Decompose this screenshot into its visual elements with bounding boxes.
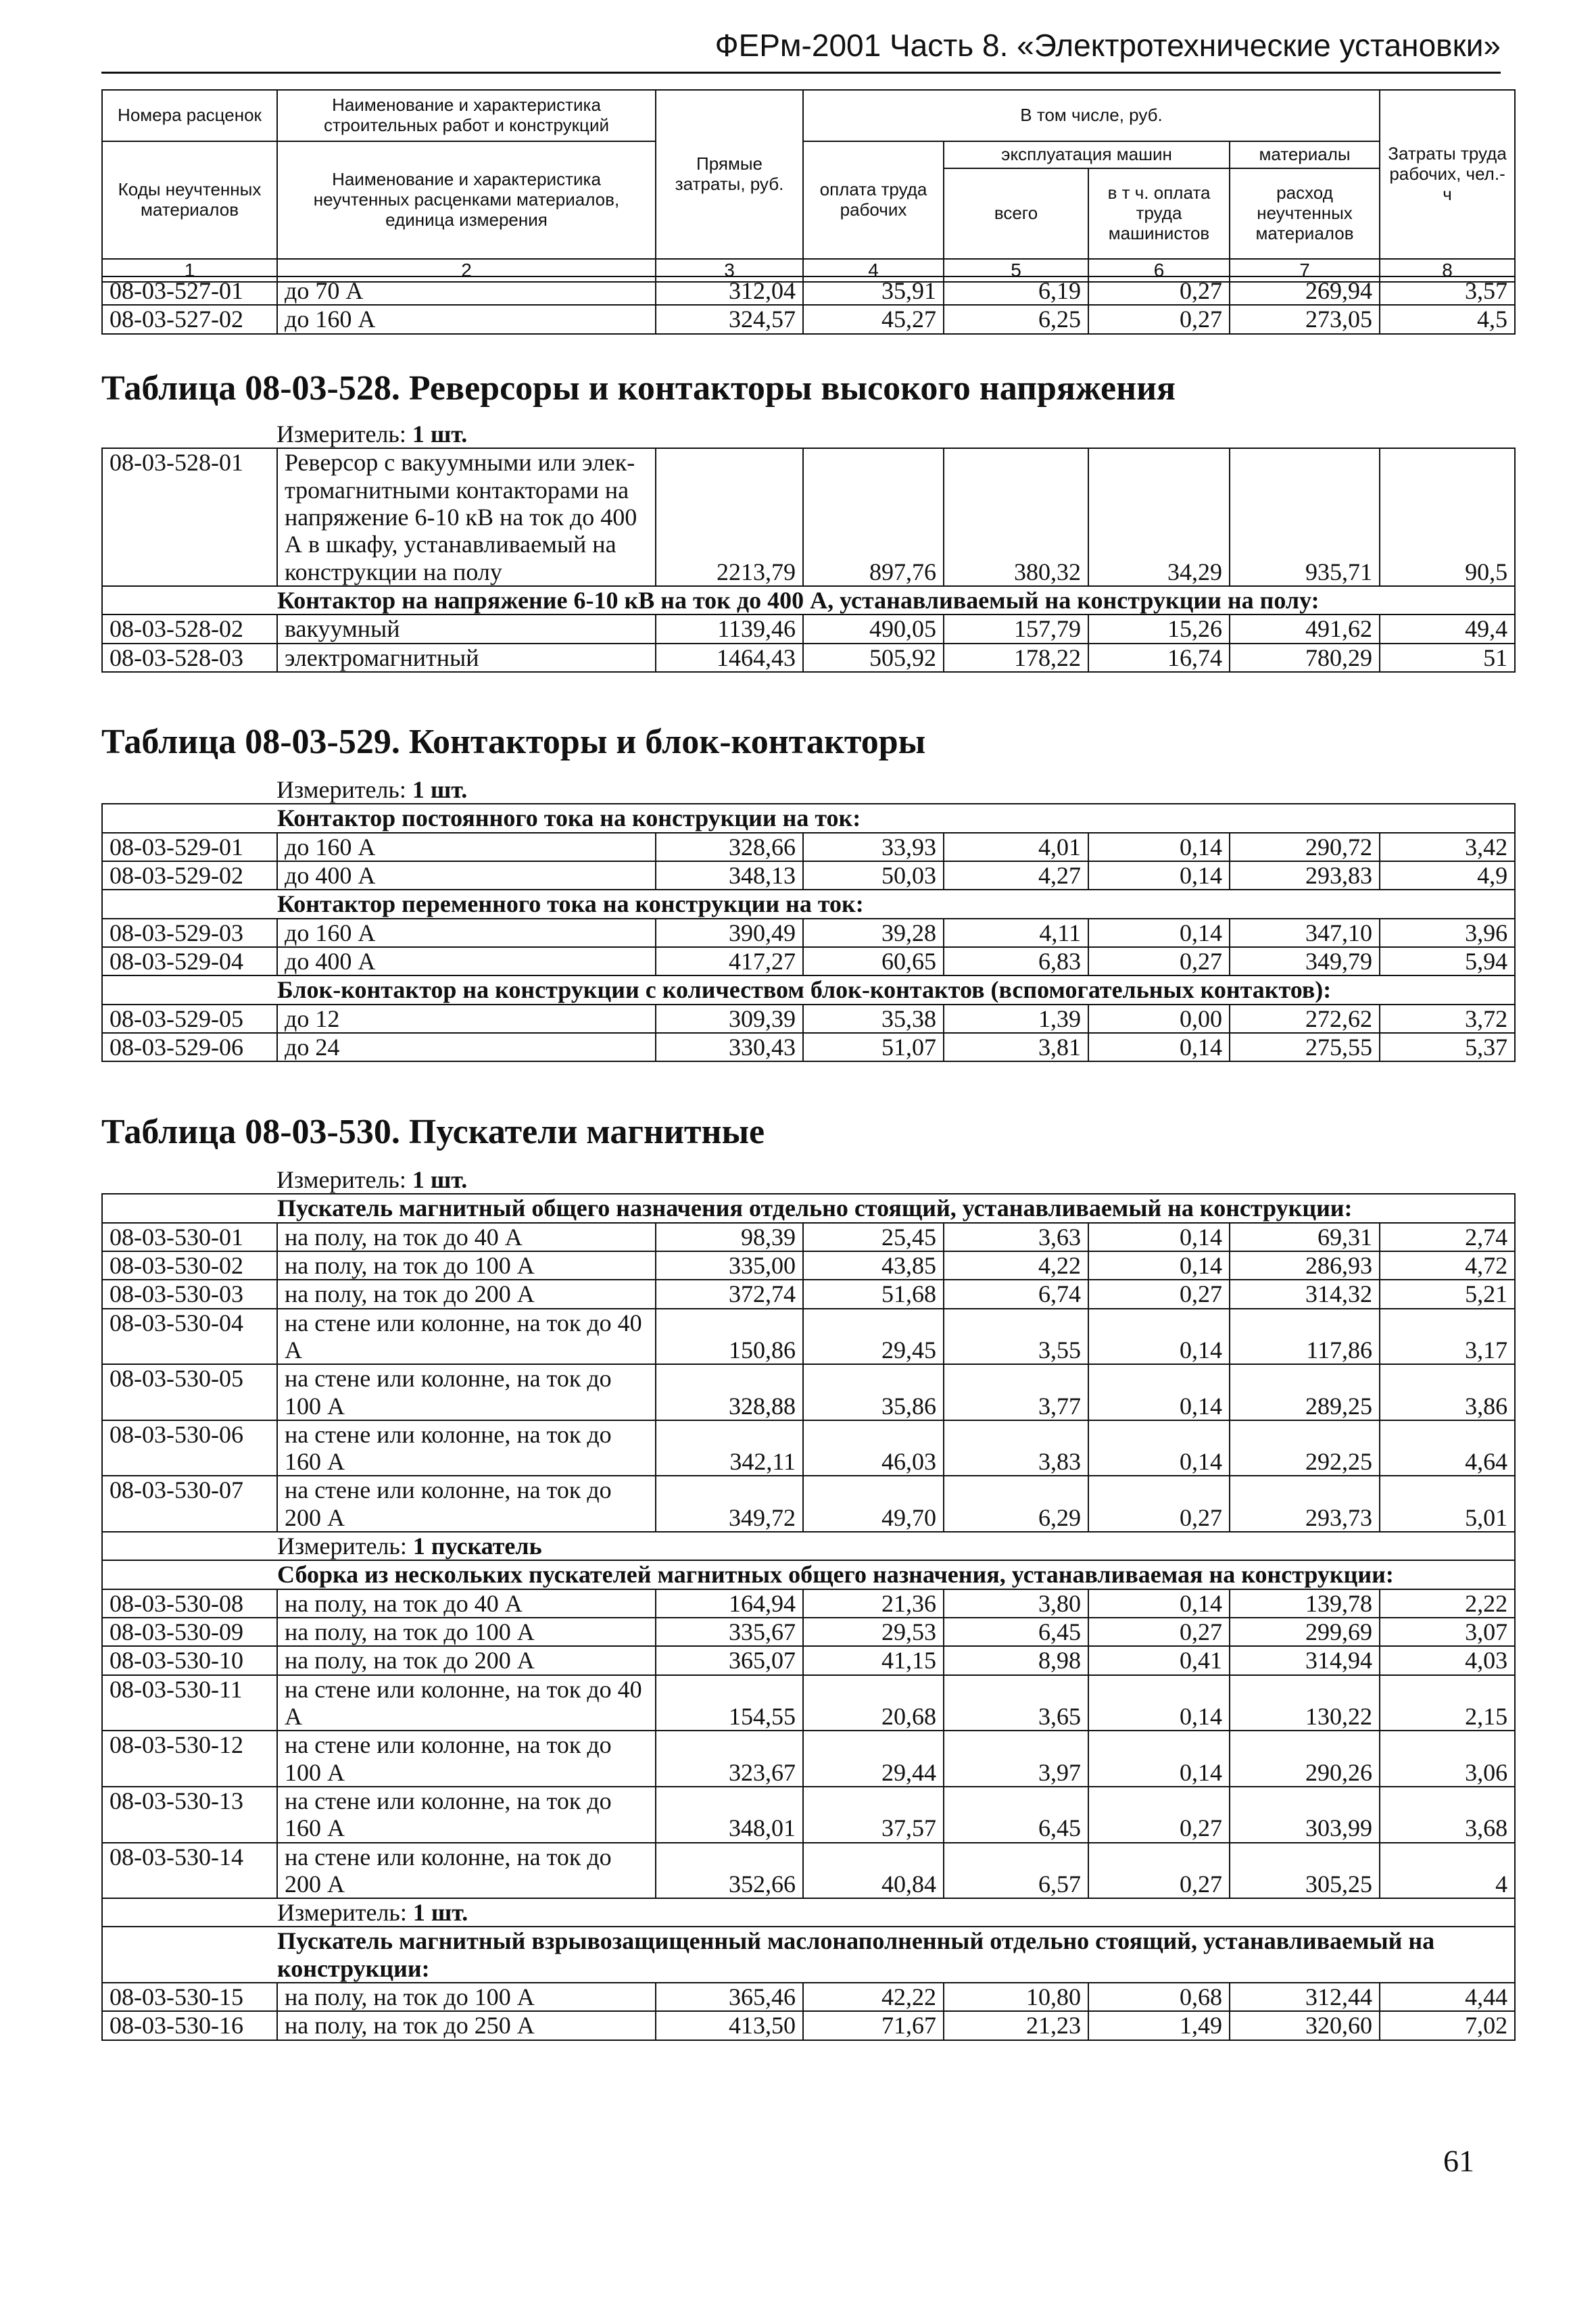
table-527-continuation: [101, 276, 1516, 335]
labor-pay-value: 35,86: [803, 1364, 944, 1420]
labor-cost-value: 5,21: [1380, 1280, 1515, 1308]
work-description: до 70 А: [277, 276, 656, 305]
labor-pay-value: 45,27: [803, 305, 944, 333]
labor-pay-value: 46,03: [803, 1420, 944, 1476]
direct-costs-value: 309,39: [656, 1005, 803, 1033]
rate-code: 08-03-530-03: [102, 1280, 277, 1308]
machinist-pay-value: 1,49: [1088, 2011, 1230, 2040]
table-row: [102, 1843, 1515, 1899]
rate-code: 08-03-530-10: [102, 1646, 277, 1674]
rate-code: 08-03-530-11: [102, 1675, 277, 1731]
table-530-title: Таблица 08-03-530. Пускатели магнитные: [101, 1113, 765, 1151]
materials-use-value: 935,71: [1230, 448, 1380, 586]
direct-costs-value: 372,74: [656, 1280, 803, 1308]
work-description: до 12: [277, 1005, 656, 1033]
machinist-pay-value: 0,14: [1088, 1675, 1230, 1731]
materials-use-value: 312,44: [1230, 1983, 1380, 2011]
machinist-pay-value: 15,26: [1088, 614, 1230, 643]
work-description: на стене или колонне, на ток до 40 А: [277, 1675, 656, 1731]
machines-total-value: 6,57: [944, 1843, 1088, 1899]
direct-costs-value: 154,55: [656, 1675, 803, 1731]
machines-total-value: 6,19: [944, 276, 1088, 305]
table-row: [102, 305, 1515, 333]
machinist-pay-value: 0,27: [1088, 1618, 1230, 1646]
col-number: 6: [1088, 259, 1230, 282]
rate-code: 08-03-530-13: [102, 1787, 277, 1843]
materials-use-value: 272,62: [1230, 1005, 1380, 1033]
machines-total-value: 3,55: [944, 1309, 1088, 1365]
work-description: до 24: [277, 1033, 656, 1061]
labor-pay-value: 41,15: [803, 1646, 944, 1674]
subheading: Блок-контактор на конструкции с количеством блок-контактов (вспомогательных контактов):: [102, 975, 1515, 1004]
machinist-pay-value: 0,27: [1088, 1843, 1230, 1899]
work-description: до 160 А: [277, 833, 656, 861]
machinist-pay-value: 0,27: [1088, 305, 1230, 333]
measure-line: Измеритель: 1 шт.: [102, 1898, 1515, 1927]
table-row: [102, 1309, 1515, 1365]
work-description: на полу, на ток до 40 А: [277, 1223, 656, 1251]
machines-total-value: 3,83: [944, 1420, 1088, 1476]
direct-costs-value: 417,27: [656, 947, 803, 975]
labor-pay-value: 50,03: [803, 861, 944, 890]
rate-code: 08-03-530-08: [102, 1589, 277, 1618]
machines-total-value: 3,63: [944, 1223, 1088, 1251]
table-529: [101, 776, 1516, 1062]
rate-code: 08-03-530-07: [102, 1476, 277, 1532]
labor-cost-value: 3,86: [1380, 1364, 1515, 1420]
page-header: [101, 27, 1501, 74]
incl-header: В том числе, руб.: [803, 90, 1380, 141]
machines-total-value: 3,97: [944, 1731, 1088, 1787]
subheading: Контактор постоянного тока на конструкции на ток:: [102, 804, 1515, 832]
table-row: [102, 1364, 1515, 1420]
rate-code: 08-03-529-05: [102, 1005, 277, 1033]
machines-total-value: 3,80: [944, 1589, 1088, 1618]
machines-total-value: 21,23: [944, 2011, 1088, 2040]
work-description: на стене или колонне, на ток до 200 А: [277, 1843, 656, 1899]
work-description: электромагнитный: [277, 644, 656, 672]
machines-total-value: 6,83: [944, 947, 1088, 975]
rate-code: 08-03-530-02: [102, 1251, 277, 1280]
labor-cost-value: 4,64: [1380, 1420, 1515, 1476]
rate-code: 08-03-530-06: [102, 1420, 277, 1476]
machinist-pay-value: 0,14: [1088, 833, 1230, 861]
table-row: [102, 1223, 1515, 1251]
rate-code: 08-03-529-06: [102, 1033, 277, 1061]
labor-pay-value: 35,91: [803, 276, 944, 305]
work-description: до 400 А: [277, 947, 656, 975]
labor-cost-value: 3,72: [1380, 1005, 1515, 1033]
machinist-pay-value: 0,68: [1088, 1983, 1230, 2011]
labor-cost-value: 3,96: [1380, 919, 1515, 947]
rate-code: 08-03-527-02: [102, 305, 277, 333]
table-row: [102, 614, 1515, 643]
labor-cost-value: 2,74: [1380, 1223, 1515, 1251]
direct-costs-value: 323,67: [656, 1731, 803, 1787]
table-529-title: Таблица 08-03-529. Контакторы и блок-контакторы: [101, 723, 926, 761]
materials-use-value: 320,60: [1230, 2011, 1380, 2040]
work-description: вакуумный: [277, 614, 656, 643]
labor-pay-value: 71,67: [803, 2011, 944, 2040]
labor-pay-value: 29,53: [803, 1618, 944, 1646]
materials-use-value: 273,05: [1230, 305, 1380, 333]
table-row: [102, 1476, 1515, 1532]
table-row: [102, 1983, 1515, 2011]
machines-total-value: 178,22: [944, 644, 1088, 672]
work-description: до 160 А: [277, 305, 656, 333]
table-row: [102, 1675, 1515, 1731]
machinist-pay-value: 16,74: [1088, 644, 1230, 672]
materials-use-value: 293,73: [1230, 1476, 1380, 1532]
table-row: [102, 1731, 1515, 1787]
col-number: 7: [1230, 259, 1380, 282]
materials-use-value: 349,79: [1230, 947, 1380, 975]
materials-use-value: 130,22: [1230, 1675, 1380, 1731]
machines-total-header: всего: [944, 168, 1088, 259]
table-row: [102, 919, 1515, 947]
table-row: [102, 448, 1515, 586]
work-description: на полу, на ток до 250 А: [277, 2011, 656, 2040]
labor-pay-value: 49,70: [803, 1476, 944, 1532]
materials-use-value: 117,86: [1230, 1309, 1380, 1365]
machines-total-value: 380,32: [944, 448, 1088, 586]
machinist-pay-value: 0,41: [1088, 1646, 1230, 1674]
labor-cost-value: 4,72: [1380, 1251, 1515, 1280]
direct-costs-value: 348,13: [656, 861, 803, 890]
materials-use-value: 292,25: [1230, 1420, 1380, 1476]
page-header-title: ФЕРм-2001 Часть 8. «Электротехнические установки»: [715, 28, 1501, 63]
labor-pay-value: 897,76: [803, 448, 944, 586]
direct-costs-header: Прямые затраты, руб.: [656, 90, 803, 259]
machines-total-value: 3,81: [944, 1033, 1088, 1061]
machines-total-value: 6,74: [944, 1280, 1088, 1308]
rate-code: 08-03-530-15: [102, 1983, 277, 2011]
labor-cost-value: 7,02: [1380, 2011, 1515, 2040]
direct-costs-value: 1464,43: [656, 644, 803, 672]
rate-code: 08-03-530-05: [102, 1364, 277, 1420]
machines-total-value: 10,80: [944, 1983, 1088, 2011]
table-row: [102, 1646, 1515, 1674]
work-description: на полу, на ток до 100 А: [277, 1618, 656, 1646]
materials-use-value: 269,94: [1230, 276, 1380, 305]
col-number: 4: [803, 259, 944, 282]
direct-costs-value: 330,43: [656, 1033, 803, 1061]
materials-use-value: 293,83: [1230, 861, 1380, 890]
direct-costs-value: 365,07: [656, 1646, 803, 1674]
materials-use-value: 290,72: [1230, 833, 1380, 861]
rate-code: 08-03-530-04: [102, 1309, 277, 1365]
direct-costs-value: 342,11: [656, 1420, 803, 1476]
machines-total-value: 4,01: [944, 833, 1088, 861]
direct-costs-value: 390,49: [656, 919, 803, 947]
labor-cost-value: 4,03: [1380, 1646, 1515, 1674]
measure-line: Измеритель: 1 шт.: [102, 776, 1515, 804]
rate-code: 08-03-530-14: [102, 1843, 277, 1899]
labor-pay-value: 40,84: [803, 1843, 944, 1899]
machinist-pay-value: 0,14: [1088, 919, 1230, 947]
labor-pay-value: 20,68: [803, 1675, 944, 1731]
labor-cost-value: 4,9: [1380, 861, 1515, 890]
labor-cost-value: 3,17: [1380, 1309, 1515, 1365]
direct-costs-value: 2213,79: [656, 448, 803, 586]
direct-costs-value: 324,57: [656, 305, 803, 333]
measure-line: Измеритель: 1 шт.: [102, 420, 1515, 448]
machinist-pay-value: 0,27: [1088, 1787, 1230, 1843]
direct-costs-value: 349,72: [656, 1476, 803, 1532]
table-row: [102, 1618, 1515, 1646]
materials-use-value: 491,62: [1230, 614, 1380, 643]
labor-cost-value: 3,68: [1380, 1787, 1515, 1843]
machinist-pay-value: 0,14: [1088, 1223, 1230, 1251]
table-row: [102, 947, 1515, 975]
col-number: 8: [1380, 259, 1515, 282]
labor-cost-value: 5,01: [1380, 1476, 1515, 1532]
direct-costs-value: 328,66: [656, 833, 803, 861]
rate-code: 08-03-530-16: [102, 2011, 277, 2040]
table-row: [102, 1005, 1515, 1033]
work-description: на полу, на ток до 200 А: [277, 1280, 656, 1308]
subheading: Контактор переменного тока на конструкции на ток:: [102, 890, 1515, 918]
labor-cost-value: 3,07: [1380, 1618, 1515, 1646]
labor-pay-value: 505,92: [803, 644, 944, 672]
labor-cost-value: 5,94: [1380, 947, 1515, 975]
labor-cost-value: 4,44: [1380, 1983, 1515, 2011]
col-number: 2: [277, 259, 656, 282]
materials-use-value: 290,26: [1230, 1731, 1380, 1787]
labor-cost-value: 2,22: [1380, 1589, 1515, 1618]
work-description: на полу, на ток до 40 А: [277, 1589, 656, 1618]
rate-code: 08-03-529-04: [102, 947, 277, 975]
labor-cost-value: 90,5: [1380, 448, 1515, 586]
machinist-pay-value: 0,27: [1088, 1280, 1230, 1308]
table-row: [102, 833, 1515, 861]
table-row: [102, 861, 1515, 890]
table-row: [102, 1420, 1515, 1476]
labor-cost-value: 3,06: [1380, 1731, 1515, 1787]
machinist-pay-value: 0,14: [1088, 1364, 1230, 1420]
labor-pay-value: 51,68: [803, 1280, 944, 1308]
machines-total-value: 3,65: [944, 1675, 1088, 1731]
rate-code: 08-03-528-02: [102, 614, 277, 643]
materials-use-value: 69,31: [1230, 1223, 1380, 1251]
work-description: на стене или колонне, на ток до 40 А: [277, 1309, 656, 1365]
machinist-pay-value: 0,14: [1088, 1033, 1230, 1061]
machinist-pay-value: 0,14: [1088, 1589, 1230, 1618]
machines-total-value: 6,29: [944, 1476, 1088, 1532]
measure-line: Измеритель: 1 пускатель: [102, 1532, 1515, 1560]
table-row: [102, 1787, 1515, 1843]
work-description: на стене или колонне, на ток до 100 А: [277, 1731, 656, 1787]
labor-pay-value: 29,45: [803, 1309, 944, 1365]
work-description: на стене или колонне, на ток до 160 А: [277, 1787, 656, 1843]
measure-line: Измеритель: 1 шт.: [102, 1166, 1515, 1194]
machinist-pay-value: 0,14: [1088, 1251, 1230, 1280]
machinist-pay-value: 0,14: [1088, 861, 1230, 890]
machinist-pay-value: 0,00: [1088, 1005, 1230, 1033]
rate-code: 08-03-529-02: [102, 861, 277, 890]
machinist-pay-value: 34,29: [1088, 448, 1230, 586]
column-header-table: [101, 89, 1516, 283]
labor-pay-value: 29,44: [803, 1731, 944, 1787]
direct-costs-value: 335,00: [656, 1251, 803, 1280]
machines-header: эксплуатация машин: [944, 141, 1230, 168]
machines-total-value: 157,79: [944, 614, 1088, 643]
direct-costs-value: 365,46: [656, 1983, 803, 2011]
materials-use-value: 314,94: [1230, 1646, 1380, 1674]
col1-bottom-header: Коды неучтенных материалов: [102, 141, 277, 259]
table-530: [101, 1166, 1516, 2041]
direct-costs-value: 164,94: [656, 1589, 803, 1618]
machines-total-value: 4,22: [944, 1251, 1088, 1280]
machines-total-value: 4,27: [944, 861, 1088, 890]
rate-code: 08-03-529-03: [102, 919, 277, 947]
work-description: Реверсор с вакуумными или элек- тромагнитными контакторами на напряжение 6-10 кВ на ток до 400 А в шкафу, устанавливаемый на конструкции на полу: [277, 448, 656, 586]
direct-costs-value: 98,39: [656, 1223, 803, 1251]
machinist-pay-value: 0,14: [1088, 1309, 1230, 1365]
subheading: Пускатель магнитный взрывозащищенный маслонаполненный отдельно стоящий, устанавливаемый на конструкции:: [102, 1927, 1515, 1983]
labor-pay-value: 33,93: [803, 833, 944, 861]
rate-code: 08-03-527-01: [102, 276, 277, 305]
labor-pay-value: 37,57: [803, 1787, 944, 1843]
materials-header: материалы: [1230, 141, 1380, 168]
machines-total-value: 6,25: [944, 305, 1088, 333]
labor-pay-value: 60,65: [803, 947, 944, 975]
machines-total-value: 8,98: [944, 1646, 1088, 1674]
labor-pay-value: 42,22: [803, 1983, 944, 2011]
table-row: [102, 1280, 1515, 1308]
col-number: 3: [656, 259, 803, 282]
materials-use-value: 305,25: [1230, 1843, 1380, 1899]
work-description: на стене или колонне, на ток до 100 А: [277, 1364, 656, 1420]
labor-pay-value: 39,28: [803, 919, 944, 947]
rate-code: 08-03-530-12: [102, 1731, 277, 1787]
subheading: Пускатель магнитный общего назначения отдельно стоящий, устанавливаемый на конструкции:: [102, 1194, 1515, 1222]
materials-use-value: 347,10: [1230, 919, 1380, 947]
direct-costs-value: 328,88: [656, 1364, 803, 1420]
labor-pay-header: оплата труда рабочих: [803, 141, 944, 259]
direct-costs-value: 1139,46: [656, 614, 803, 643]
materials-use-value: 275,55: [1230, 1033, 1380, 1061]
labor-pay-value: 43,85: [803, 1251, 944, 1280]
work-description: на полу, на ток до 100 А: [277, 1983, 656, 2011]
direct-costs-value: 335,67: [656, 1618, 803, 1646]
subheading: Сборка из нескольких пускателей магнитных общего назначения, устанавливаемая на конструкции:: [102, 1560, 1515, 1589]
labor-cost-value: 51: [1380, 644, 1515, 672]
labor-cost-value: 3,42: [1380, 833, 1515, 861]
labor-pay-value: 25,45: [803, 1223, 944, 1251]
direct-costs-value: 413,50: [656, 2011, 803, 2040]
col1-top-header: Номера расценок: [102, 90, 277, 141]
labor-cost-value: 5,37: [1380, 1033, 1515, 1061]
rate-code: 08-03-528-01: [102, 448, 277, 586]
table-row: [102, 1251, 1515, 1280]
machines-total-value: 3,77: [944, 1364, 1088, 1420]
table-row: [102, 644, 1515, 672]
labor-pay-value: 21,36: [803, 1589, 944, 1618]
col2-bottom-header: Наименование и характеристика неучтенных расценками материалов, единица измерения: [277, 141, 656, 259]
materials-use-value: 299,69: [1230, 1618, 1380, 1646]
subheading: Контактор на напряжение 6-10 кВ на ток до 400 А, устанавливаемый на конструкции на полу:: [102, 586, 1515, 614]
labor-cost-header: Затраты труда рабочих, чел.-ч: [1380, 90, 1515, 259]
machinist-pay-value: 0,27: [1088, 1476, 1230, 1532]
rate-code: 08-03-530-01: [102, 1223, 277, 1251]
rate-code: 08-03-530-09: [102, 1618, 277, 1646]
work-description: до 160 А: [277, 919, 656, 947]
machines-total-value: 1,39: [944, 1005, 1088, 1033]
machinist-pay-value: 0,27: [1088, 947, 1230, 975]
labor-pay-value: 35,38: [803, 1005, 944, 1033]
table-528: [101, 420, 1516, 673]
labor-cost-value: 4: [1380, 1843, 1515, 1899]
labor-cost-value: 4,5: [1380, 305, 1515, 333]
machinist-pay-value: 0,14: [1088, 1420, 1230, 1476]
col-number: 1: [102, 259, 277, 282]
work-description: на стене или колонне, на ток до 200 А: [277, 1476, 656, 1532]
work-description: на полу, на ток до 200 А: [277, 1646, 656, 1674]
materials-use-header: расход неучтенных материалов: [1230, 168, 1380, 259]
direct-costs-value: 312,04: [656, 276, 803, 305]
machines-total-value: 6,45: [944, 1787, 1088, 1843]
direct-costs-value: 150,86: [656, 1309, 803, 1365]
table-528-title: Таблица 08-03-528. Реверсоры и контакторы высокого напряжения: [101, 369, 1176, 408]
labor-cost-value: 49,4: [1380, 614, 1515, 643]
col-number: 5: [944, 259, 1088, 282]
materials-use-value: 139,78: [1230, 1589, 1380, 1618]
page-number: 61: [1443, 2144, 1474, 2178]
labor-cost-value: 2,15: [1380, 1675, 1515, 1731]
table-row: [102, 1033, 1515, 1061]
materials-use-value: 289,25: [1230, 1364, 1380, 1420]
rate-code: 08-03-528-03: [102, 644, 277, 672]
materials-use-value: 780,29: [1230, 644, 1380, 672]
work-description: до 400 А: [277, 861, 656, 890]
col2-top-header: Наименование и характеристика строительных работ и конструкций: [277, 90, 656, 141]
machinist-pay-header: в т ч. оплата труда машинистов: [1088, 168, 1230, 259]
machinist-pay-value: 0,27: [1088, 276, 1230, 305]
labor-pay-value: 490,05: [803, 614, 944, 643]
materials-use-value: 303,99: [1230, 1787, 1380, 1843]
machines-total-value: 4,11: [944, 919, 1088, 947]
machines-total-value: 6,45: [944, 1618, 1088, 1646]
direct-costs-value: 348,01: [656, 1787, 803, 1843]
labor-pay-value: 51,07: [803, 1033, 944, 1061]
rate-code: 08-03-529-01: [102, 833, 277, 861]
materials-use-value: 314,32: [1230, 1280, 1380, 1308]
work-description: на полу, на ток до 100 А: [277, 1251, 656, 1280]
machinist-pay-value: 0,14: [1088, 1731, 1230, 1787]
table-row: [102, 2011, 1515, 2040]
materials-use-value: 286,93: [1230, 1251, 1380, 1280]
direct-costs-value: 352,66: [656, 1843, 803, 1899]
table-row: [102, 276, 1515, 305]
work-description: на стене или колонне, на ток до 160 А: [277, 1420, 656, 1476]
labor-cost-value: 3,57: [1380, 276, 1515, 305]
table-row: [102, 1589, 1515, 1618]
